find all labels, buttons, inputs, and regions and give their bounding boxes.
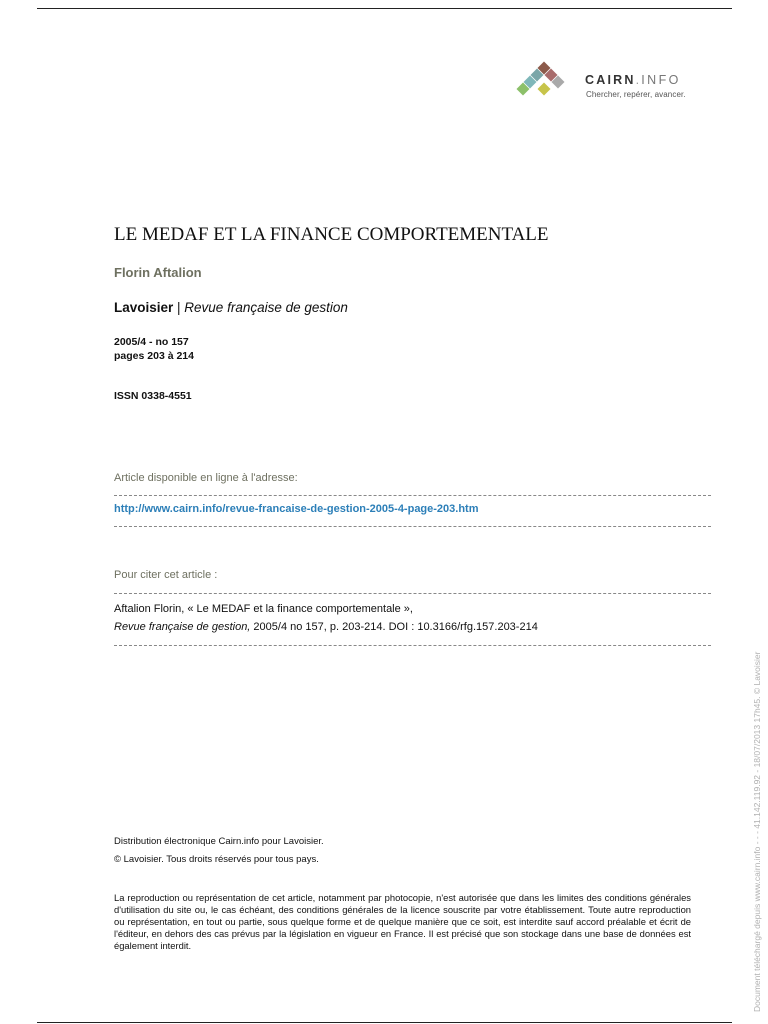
publisher-line: Lavoisier | Revue française de gestion [114,300,348,315]
journal-name[interactable]: Revue française de gestion [184,300,348,315]
logo-diamond [538,83,551,96]
citation-line-1: Aftalion Florin, « Le MEDAF et la finance comportementale », [114,603,413,615]
online-label: Article disponible en ligne à l'adresse: [114,472,298,484]
issn: ISSN 0338-4551 [114,390,192,402]
cairn-logo[interactable] [512,60,702,106]
citation-line-2: Revue française de gestion, 2005/4 no 157, p. 203-214. DOI : 10.3166/rfg.157.203-214 [114,621,538,633]
article-title: LE MEDAF ET LA FINANCE COMPORTEMENTALE [114,224,549,245]
bottom-rule [37,1022,732,1023]
top-rule [37,8,732,9]
issue-info [114,335,194,363]
article-url-link[interactable]: http://www.cairn.info/revue-francaise-de-gestion-2005-4-page-203.htm [114,503,479,515]
logo-wordmark: CAIRN.INFO [585,73,681,87]
copyright-note: © Lavoisier. Tous droits réservés pour tous pays. [114,854,319,865]
cite-label: Pour citer cet article : [114,569,218,581]
divider [114,645,711,646]
article-author[interactable]: Florin Aftalion [114,265,202,280]
download-watermark: Document téléchargé depuis www.cairn.info - - - 41.142.119.92 - 18/07/2013 17h45. © Lavoisier [752,651,762,1012]
divider [114,593,711,594]
cairn-diamonds-icon [512,60,576,106]
divider [114,526,711,527]
logo-tagline: Chercher, repérer, avancer. [586,90,686,99]
issue-number: 2005/4 - no 157 [114,336,189,348]
divider [114,495,711,496]
legal-notice: La reproduction ou représentation de cet article, notamment par photocopie, n'est autorisée que dans les limites des conditions générales d'utilisation du site ou, le cas échéant, des conditions générales de la licence souscrite par votre établissement. Toute autre reproduction ou représentation, en tout ou partie, sous quelque forme et de quelque manière que ce soit, est interdite sauf accord préalable et écrit de l'éditeur, en dehors des cas prévus par la législation en vigueur en France. Il est précisé que son stockage dans une base de données est également interdit. [114,892,691,951]
page-range: pages 203 à 214 [114,350,194,362]
publisher-name[interactable]: Lavoisier [114,300,174,315]
distribution-note: Distribution électronique Cairn.info pour Lavoisier. [114,836,324,847]
